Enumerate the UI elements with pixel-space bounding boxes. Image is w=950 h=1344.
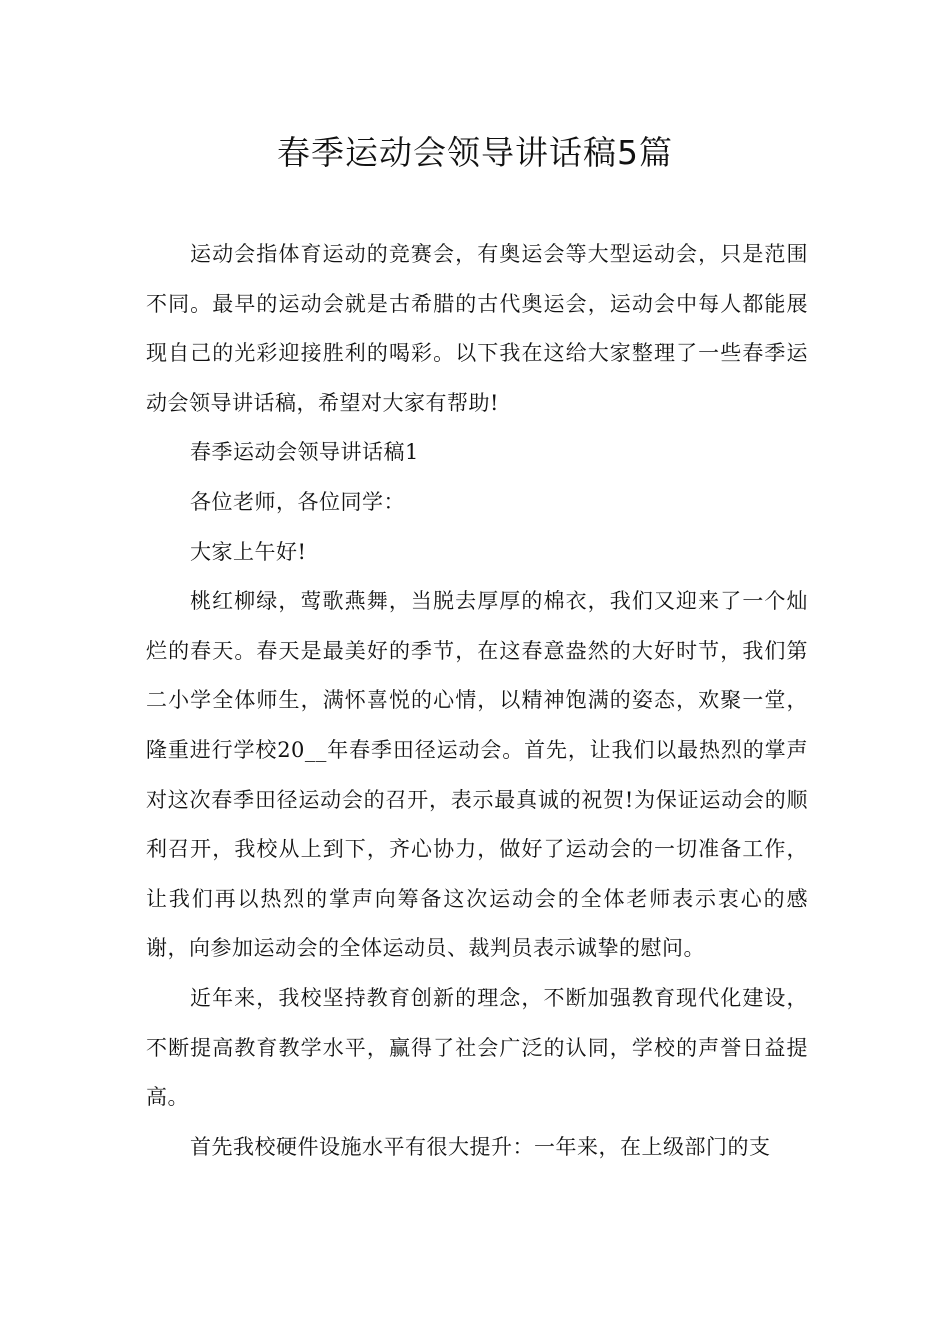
paragraph-recent-years: 近年来，我校坚持教育创新的理念，不断加强教育现代化建设，不断提高教育教学水平，赢得了社会广泛的认同，学校的声誉日益提高。 [146, 985, 808, 1110]
paragraph-subheading: 春季运动会领导讲话稿1 [190, 440, 419, 465]
paragraph-facilities: 首先我校硬件设施水平有很大提升：一年来，在上级部门的支 [190, 1134, 771, 1159]
paragraph-salutation: 各位老师，各位同学： [190, 489, 405, 514]
document-body [146, 230, 808, 1172]
paragraph-spring: 桃红柳绿，莺歌燕舞，当脱去厚厚的棉衣，我们又迎来了一个灿烂的春天。春天是最美好的季节，在这春意盎然的大好时节，我们第二小学全体师生，满怀喜悦的心情，以精神饱满的姿态，欢聚一堂，隆重进行学校20__年春季田径运动会。首先，让我们以最热烈的掌声对这次春季田径运动会的召开，表示最真诚的祝贺!为保证运动会的顺利召开，我校从上到下，齐心协力，做好了运动会的一切准备工作，让我们再以热烈的掌声向筹备这次运动会的全体老师表示衷心的感谢，向参加运动会的全体运动员、裁判员表示诚挚的慰问。 [146, 589, 808, 961]
paragraph-intro: 运动会指体育运动的竞赛会，有奥运会等大型运动会，只是范围不同。最早的运动会就是古希腊的古代奥运会，运动会中每人都能展现自己的光彩迎接胜利的喝彩。以下我在这给大家整理了一些春季运动会领导讲话稿，希望对大家有帮助! [146, 242, 808, 415]
paragraph-greeting: 大家上午好! [190, 539, 307, 564]
document-title: 春季运动会领导讲话稿5篇 [277, 133, 673, 172]
